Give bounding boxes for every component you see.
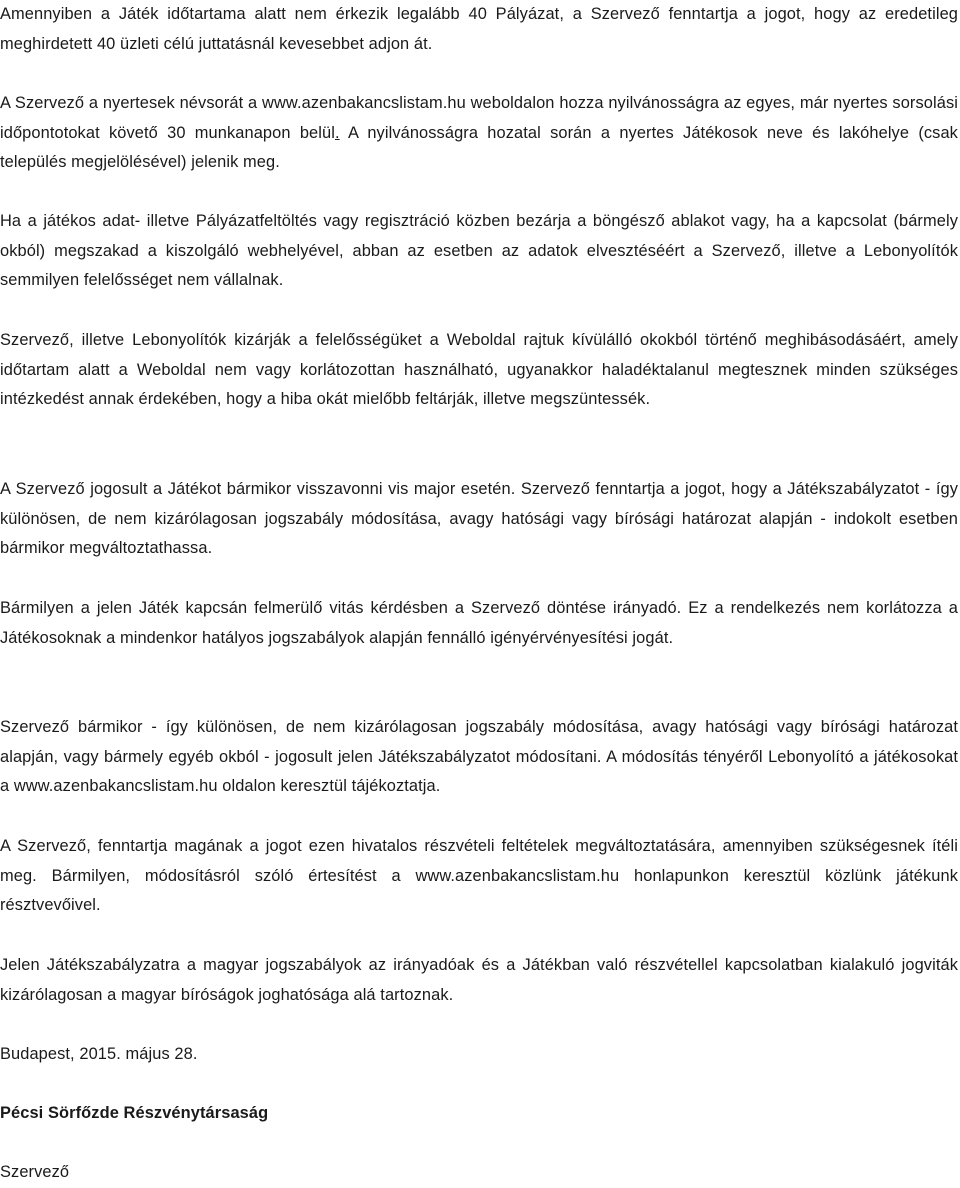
paragraph-text: A nyilvánosságra hozatal során a nyertes Játékosok neve és lakóhelye (csak település megjelölésével) jelenik meg.	[0, 123, 958, 172]
paragraph-text: Bármilyen a jelen Játék kapcsán felmerülő vitás kérdésben a Szervező döntése irányadó. Ez a rendelkezés nem korlátozza a Játékosoknak a mindenkor hatályos jogszabályok alapján fennálló igényérvényesítési jogát.	[0, 599, 958, 647]
paragraph-winners-publication	[0, 89, 958, 178]
paragraph-text: Jelen Játékszabályzatra a magyar jogszabályok az irányadóak és a Játékban való részvétellel kapcsolatban kialakuló jogviták kizárólagosan a magyar bíróságok joghatósága alá tartoznak.	[0, 956, 958, 1004]
place-date: Budapest, 2015. május 28.	[0, 1045, 198, 1063]
paragraph-rules-modification	[0, 713, 958, 802]
paragraph-text: A Szervező a nyertesek névsorát a www.azenbakancslistam.hu weboldalon hozza nyilvánosságra az egyes, már nyertes sorsolási időpontotokat követő 30 munkanapon belül	[0, 94, 958, 142]
paragraph-text: A Szervező, fenntartja magának a jogot ezen hivatalos részvételi feltételek megváltoztatására, amennyiben szükségesnek ítéli meg. Bármilyen, módosításról szóló értesítést a www.azenbakancslistam.hu honlapunkon keresztül közlünk játékunk résztvevőivel.	[0, 837, 958, 915]
paragraph-connection-liability	[0, 207, 958, 296]
organizer-role: Szervező	[0, 1163, 70, 1181]
paragraph-text: Szervező bármikor - így különösen, de nem kizárólagosan jogszabály módosítása, avagy hatósági vagy bírósági határozat alapján, vagy bármely egyéb okból - jogosult jelen Játékszabályzatot módosítani. A módosítás tényéről Lebonyolító a játékosokat a www.azenbakancslistam.hu oldalon keresztül tájékoztatja.	[0, 718, 958, 796]
paragraph-withdrawal-rights	[0, 475, 958, 564]
paragraph-text: Amennyiben a Játék időtartama alatt nem érkezik legalább 40 Pályázat, a Szervező fenntartja a jogot, hogy az eredetileg meghirdetett 40 üzleti célú juttatásnál kevesebbet adjon át.	[0, 5, 958, 53]
paragraph-text: A Szervező jogosult a Játékot bármikor visszavonni vis major esetén. Szervező fenntartja a jogot, hogy a Játékszabályzatot - így különösen, de nem kizárólagosan jogszabály módosítása, avagy hatósági vagy bírósági határozat alapján - indokolt esetben bármikor megváltoztathassa.	[0, 480, 958, 558]
paragraph-conditions-change	[0, 832, 958, 921]
paragraph-text: Szervező, illetve Lebonyolítók kizárják a felelősségüket a Weboldal rajtuk kívülálló okokból történő meghibásodásáért, amely időtartam alatt a Weboldal nem vagy korlátozottan használható, ugyanakkor haladéktalanul megtesznek minden szükséges intézkedést annak érdekében, hogy a hiba okát mielőbb feltárják, illetve megszüntessék.	[0, 331, 958, 409]
paragraph-disputes	[0, 594, 958, 653]
period-link[interactable]: .	[334, 123, 340, 142]
paragraph-jurisdiction	[0, 951, 958, 1010]
paragraph-participation-minimum	[0, 0, 958, 59]
company-name: Pécsi Sörfőzde Részvénytársaság	[0, 1104, 269, 1122]
paragraph-text: Ha a játékos adat- illetve Pályázatfeltöltés vagy regisztráció közben bezárja a böngésző ablakot vagy, ha a kapcsolat (bármely okból) megszakad a kiszolgáló webhelyével, abban az esetben az adatok elvesztéséért a Szervező, illetve a Lebonyolítók semmilyen felelősséget nem vállalnak.	[0, 212, 958, 290]
paragraph-website-malfunction	[0, 326, 958, 415]
